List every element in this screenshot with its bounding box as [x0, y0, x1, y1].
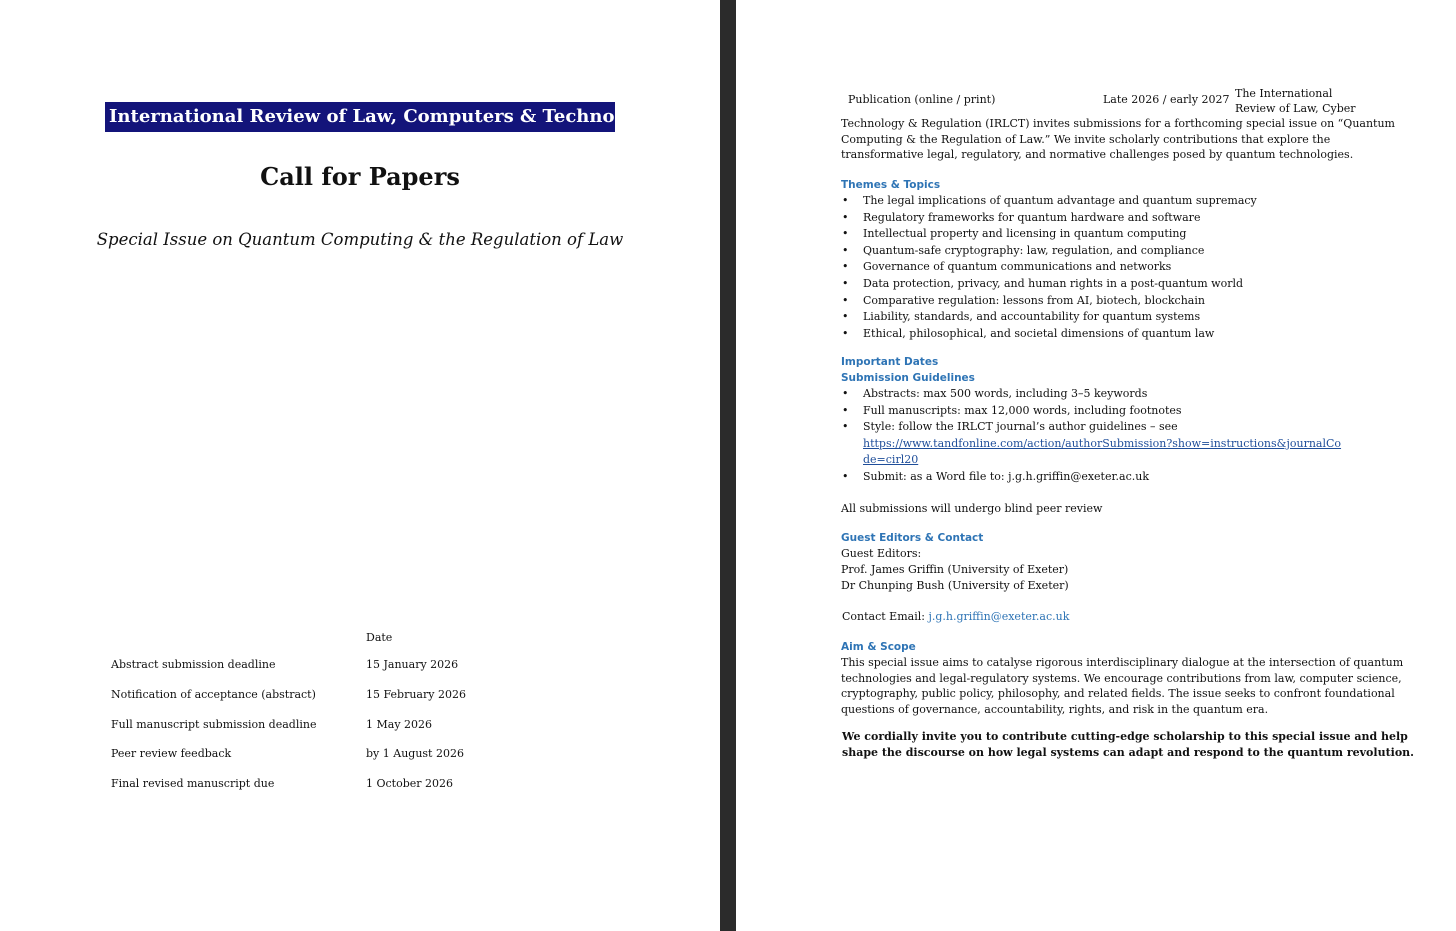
page-divider: [720, 0, 736, 931]
author-guidelines-link[interactable]: https://www.tandfonline.com/action/authorSubmission?show=instructions&journalCo: [863, 436, 1342, 450]
contact-line: [842, 609, 1069, 625]
aim-line: technologies and legal-regulatory systems. We encourage contributions from law, computer science,: [841, 671, 1402, 685]
date-value: 1 May 2026: [366, 718, 433, 731]
date-label: Notification of acceptance (abstract): [111, 688, 316, 701]
list-item: • Abstracts: max 500 words, including 3–5 keywords: [841, 386, 1341, 403]
list-item: • The legal implications of quantum advantage and quantum supremacy: [841, 193, 1257, 210]
intro-line: transformative legal, regulatory, and normative challenges posed by quantum technologies.: [841, 148, 1354, 161]
date-label: Abstract submission deadline: [111, 658, 276, 671]
contact-label: Contact Email:: [842, 610, 925, 623]
page-title: Call for Papers: [260, 162, 460, 191]
date-value: 15 January 2026: [366, 658, 459, 671]
publication-label: Publication (online / print): [848, 93, 996, 106]
aim-line: This special issue aims to catalyse rigorous interdisciplinary dialogue at the intersection of quantum: [841, 656, 1404, 669]
date-row: [111, 775, 631, 793]
date-row: [111, 686, 631, 704]
peer-review-note: All submissions will undergo blind peer review: [841, 502, 1103, 515]
list-item: • Intellectual property and licensing in quantum computing: [841, 226, 1257, 243]
list-item: • Data protection, privacy, and human rights in a post-quantum world: [841, 276, 1257, 293]
aim-line: cryptography, public policy, philosophy, and related fields. The issue seeks to confront foundational: [841, 687, 1395, 700]
closing-line: We cordially invite you to contribute cutting-edge scholarship to this special issue and help: [842, 730, 1408, 743]
contact-email-link[interactable]: j.g.h.griffin@exeter.ac.uk: [928, 610, 1070, 623]
list-item: • Liability, standards, and accountability for quantum systems: [841, 309, 1257, 326]
guest-editors-heading: Guest Editors & Contact: [841, 532, 984, 544]
aim-line: questions of governance, accountability, rights, and risk in the quantum era.: [841, 702, 1269, 716]
guidelines-list: [841, 386, 1341, 486]
date-label: Final revised manuscript due: [111, 777, 275, 790]
editor-name: Prof. James Griffin (University of Exeter): [841, 563, 1069, 576]
date-row: [111, 716, 631, 734]
date-value: 15 February 2026: [366, 688, 466, 701]
journal-banner: International Review of Law, Computers & Technology: [105, 102, 615, 132]
important-dates-heading: Important Dates: [841, 356, 939, 368]
date-label: Peer review feedback: [111, 747, 232, 760]
date-row: [111, 656, 631, 674]
list-item: • Comparative regulation: lessons from AI, biotech, blockchain: [841, 293, 1257, 310]
intro-corner-line: Review of Law, Cyber: [1235, 102, 1356, 115]
intro-corner-text: [1235, 86, 1356, 116]
list-item: [841, 419, 1341, 469]
themes-heading: Themes & Topics: [841, 179, 941, 191]
style-guideline-text: Style: follow the IRLCT journal’s author guidelines – see: [863, 420, 1178, 434]
dates-column-header: Date: [366, 631, 393, 644]
publication-date: Late 2026 / early 2027: [1103, 93, 1230, 106]
aim-scope-heading: Aim & Scope: [841, 641, 916, 653]
date-value: by 1 August 2026: [366, 747, 464, 760]
author-guidelines-link-cont[interactable]: de=cirl20: [863, 453, 919, 467]
closing-line: shape the discourse on how legal systems can adapt and respond to the quantum revolution.: [842, 745, 1414, 759]
closing-paragraph: [842, 729, 1414, 760]
date-label: Full manuscript submission deadline: [111, 718, 317, 731]
intro-corner-line: The International: [1235, 87, 1333, 100]
left-page: [0, 0, 720, 931]
list-item: • Quantum-safe cryptography: law, regulation, and compliance: [841, 243, 1257, 260]
list-item: • Governance of quantum communications and networks: [841, 259, 1257, 276]
list-item: • Full manuscripts: max 12,000 words, including footnotes: [841, 403, 1341, 420]
intro-paragraph: [841, 116, 1395, 163]
date-row: [111, 745, 631, 763]
list-item: • Submit: as a Word file to: j.g.h.griffin@exeter.ac.uk: [841, 469, 1341, 486]
intro-line: Computing & the Regulation of Law.” We invite scholarly contributions that explore the: [841, 132, 1331, 146]
intro-line: Technology & Regulation (IRLCT) invites submissions for a forthcoming special issue on “Quantum: [841, 117, 1395, 130]
editor-name: Dr Chunping Bush (University of Exeter): [841, 579, 1069, 592]
page-subtitle: Special Issue on Quantum Computing & the Regulation of Law: [96, 230, 624, 249]
date-value: 1 October 2026: [366, 777, 454, 790]
list-item: • Regulatory frameworks for quantum hardware and software: [841, 210, 1257, 227]
aim-paragraph: [841, 655, 1403, 717]
themes-list: [841, 193, 1257, 342]
submission-guidelines-heading: Submission Guidelines: [841, 372, 975, 384]
list-item: • Ethical, philosophical, and societal dimensions of quantum law: [841, 326, 1257, 343]
guest-editors-label: Guest Editors:: [841, 547, 922, 560]
